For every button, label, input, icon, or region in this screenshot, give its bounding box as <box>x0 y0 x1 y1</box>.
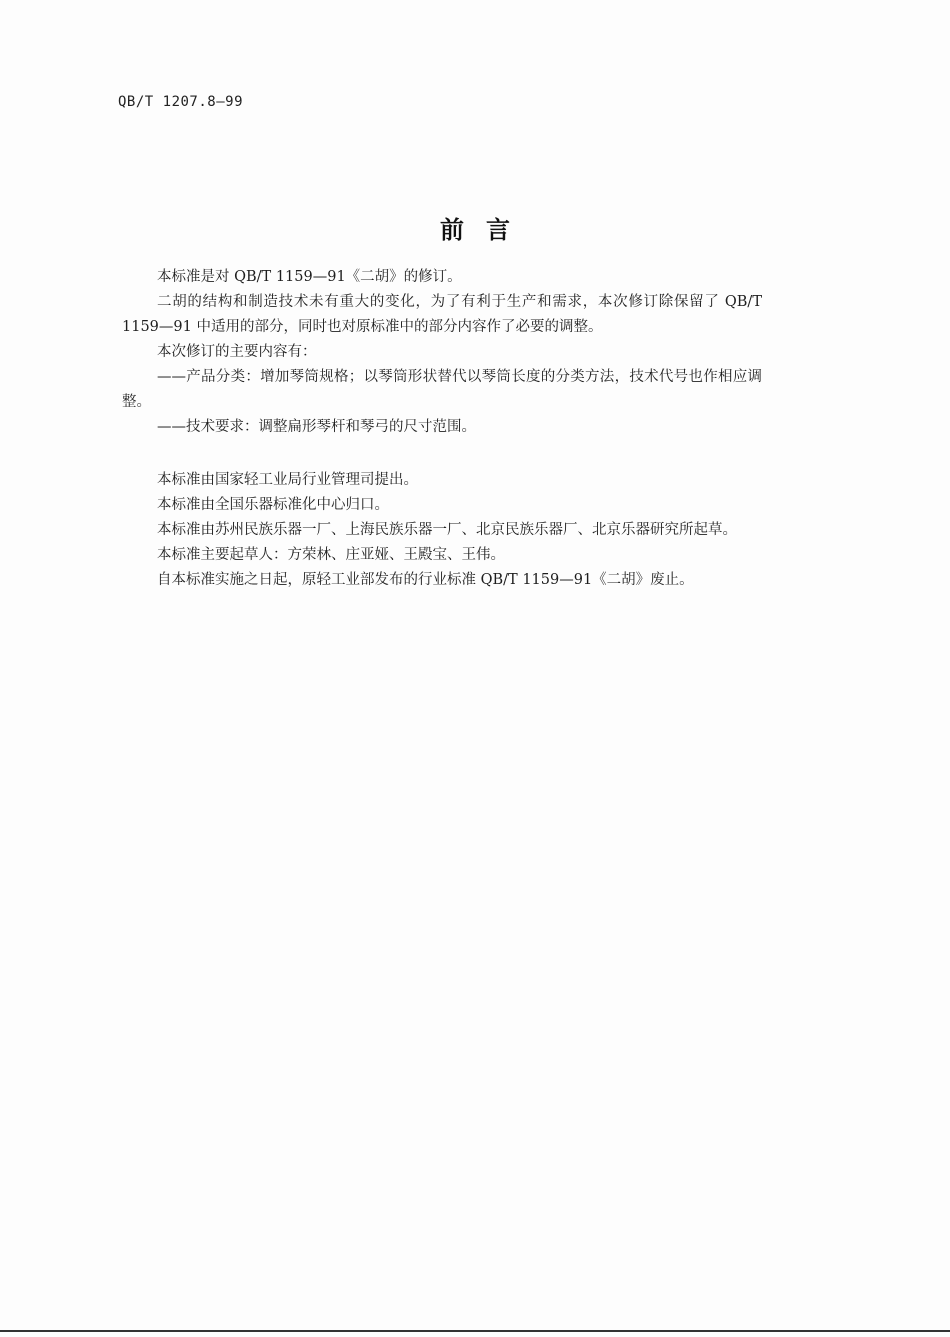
paragraph: 本标准是对 QB/T 1159—91《二胡》的修订。 <box>157 269 462 285</box>
paragraph: 二胡的结构和制造技术未有重大的变化，为了有利于生产和需求，本次修订除保留了 QB/T 1159—91 中适用的部分，同时也对原标准中的部分内容作了必要的调整。 <box>122 294 762 335</box>
paragraph: 本标准由国家轻工业局行业管理司提出。 <box>157 472 418 488</box>
drafting-section <box>122 468 762 593</box>
standard-code: QB/T 1207.8—99 <box>118 94 244 110</box>
paragraph: 本标准主要起草人：方荣林、庄亚娅、王殿宝、王伟。 <box>157 547 505 563</box>
paragraph: 本标准由苏州民族乐器一厂、上海民族乐器一厂、北京民族乐器厂、北京乐器研究所起草。 <box>157 522 737 538</box>
paragraph: 本标准由全国乐器标准化中心归口。 <box>157 497 389 513</box>
paragraph: 自本标准实施之日起，原轻工业部发布的行业标准 QB/T 1159—91《二胡》废止。 <box>157 572 694 588</box>
page-bottom-rule <box>0 1330 950 1332</box>
paragraph: ——技术要求：调整扁形琴杆和琴弓的尺寸范围。 <box>157 419 476 435</box>
paragraph: 本次修订的主要内容有： <box>157 344 317 360</box>
paragraph: ——产品分类：增加琴筒规格；以琴筒形状替代以琴筒长度的分类方法，技术代号也作相应调整。 <box>122 369 762 410</box>
revision-section <box>122 265 762 440</box>
page-title: 前言 <box>440 216 532 244</box>
